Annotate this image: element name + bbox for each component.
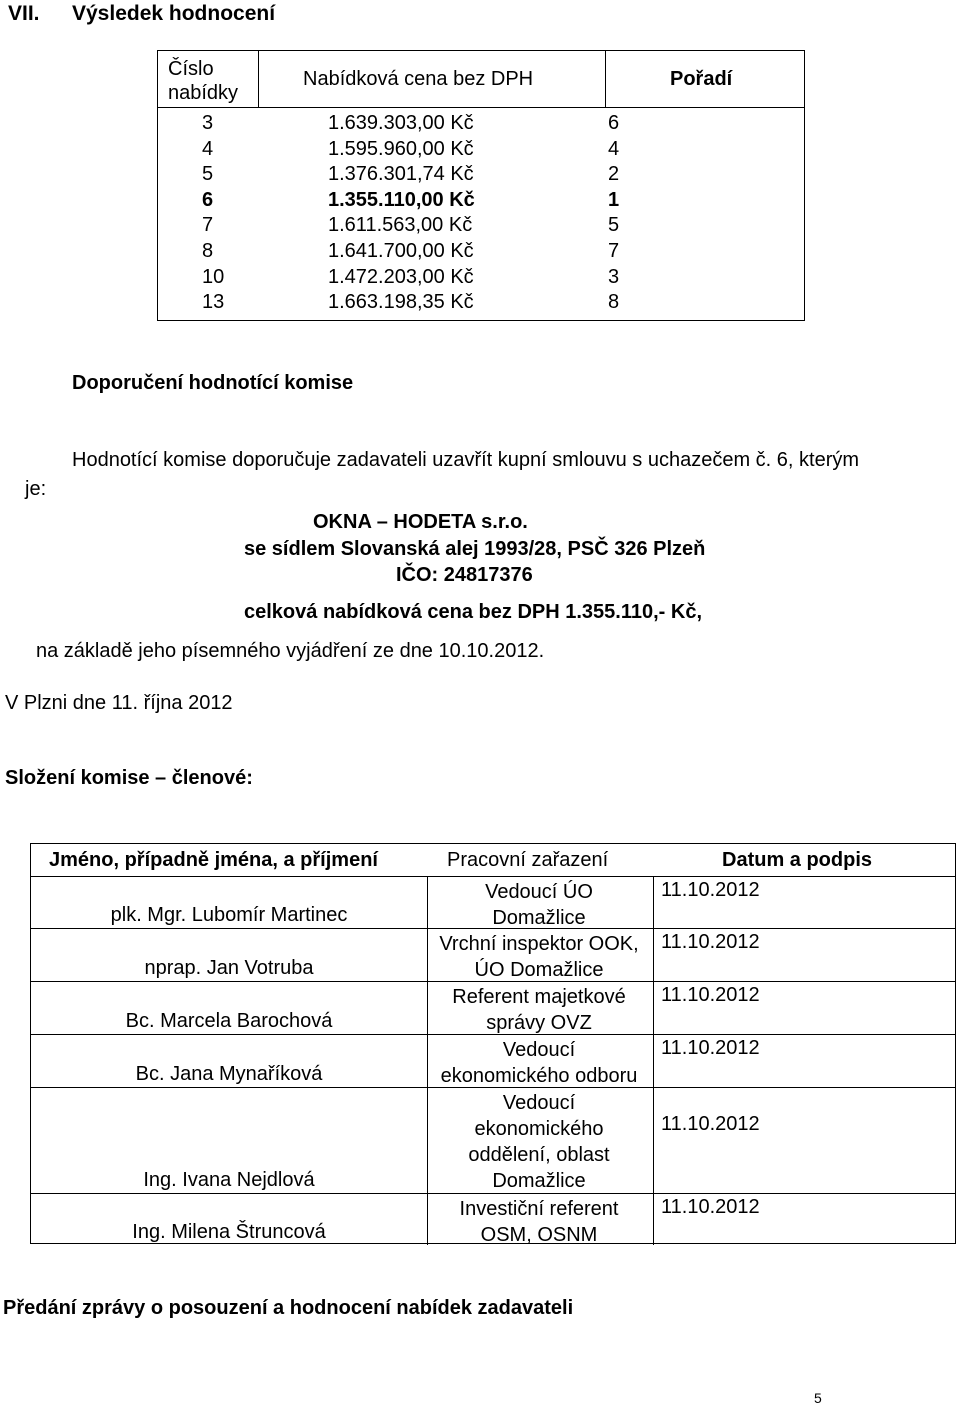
offer-rank: 4 <box>608 137 620 160</box>
offer-price: 1.639.303,00 Kč <box>328 112 474 134</box>
offer-number: 13 <box>202 291 225 314</box>
committee-member-row <box>31 981 955 1034</box>
results-row <box>158 188 804 214</box>
committee-header-date: Datum a podpis <box>722 849 873 871</box>
results-table-divider <box>258 51 259 107</box>
member-position-line: Domažlice <box>492 907 586 929</box>
member-position <box>427 931 651 983</box>
results-table <box>157 50 805 321</box>
offer-rank: 5 <box>608 214 620 237</box>
member-position-line: Vrchní inspektor OOK, <box>439 933 639 955</box>
member-sign-date: 11.10.2012 <box>661 1037 760 1059</box>
page-number: 5 <box>814 1390 822 1406</box>
member-sign-date: 11.10.2012 <box>661 984 760 1006</box>
results-row <box>158 213 804 239</box>
results-row <box>158 265 804 291</box>
results-header-number: Číslo nabídky <box>168 58 239 104</box>
offer-price: 1.663.198,35 Kč <box>328 291 474 314</box>
member-position-line: Investiční referent <box>459 1198 619 1220</box>
offer-number: 6 <box>202 188 214 211</box>
offer-rank: 3 <box>608 265 620 288</box>
offer-number: 10 <box>202 265 225 288</box>
company-ico: IČO: 24817376 <box>396 564 533 586</box>
member-position-line: ekonomického odboru <box>440 1065 638 1087</box>
member-position <box>427 1196 651 1248</box>
results-row <box>158 239 804 265</box>
member-name: Bc. Jana Mynaříková <box>135 1063 323 1085</box>
member-position-line: správy OVZ <box>486 1012 592 1034</box>
member-position-line: Domažlice <box>492 1170 586 1192</box>
committee-table <box>30 843 956 1244</box>
recommended-company: OKNA – HODETA s.r.o. <box>313 511 528 533</box>
offer-number: 4 <box>202 137 214 160</box>
committee-header-name: Jméno, případně jména, a příjmení <box>49 849 378 871</box>
offer-number: 7 <box>202 214 214 237</box>
recommendation-text: Hodnotící komise doporučuje zadavateli uzavřít kupní smlouvu s uchazečem č. 6, kterým <box>72 449 860 471</box>
results-rows <box>158 111 804 316</box>
committee-member-row <box>31 1193 955 1245</box>
results-header-rank: Pořadí <box>670 68 733 90</box>
member-name: Ing. Milena Štruncová <box>132 1221 326 1243</box>
offer-rank: 7 <box>608 239 620 262</box>
member-position-line: OSM, OSNM <box>480 1224 598 1246</box>
company-seat: se sídlem Slovanská alej 1993/28, PSČ 326 Plzeň <box>244 538 706 560</box>
recommendation-heading: Doporučení hodnotící komise <box>72 372 354 394</box>
handover-heading: Předání zprávy o posouzení a hodnocení nabídek zadavateli <box>3 1297 574 1319</box>
offer-price: 1.472.203,00 Kč <box>328 265 474 288</box>
offer-price: 1.376.301,74 Kč <box>328 163 474 186</box>
place-date: V Plzni dne 11. října 2012 <box>5 692 233 714</box>
committee-member-row <box>31 1034 955 1087</box>
member-position-line: oddělení, oblast <box>468 1144 610 1166</box>
member-position <box>427 879 651 931</box>
member-sign-date: 11.10.2012 <box>661 931 760 953</box>
results-table-header-divider <box>158 107 804 108</box>
section-number: VII. <box>8 2 40 25</box>
results-table-divider <box>605 51 606 107</box>
offer-rank: 1 <box>608 188 620 211</box>
member-name: nprap. Jan Votruba <box>144 957 314 979</box>
member-sign-date: 11.10.2012 <box>661 1196 760 1218</box>
results-row <box>158 290 804 316</box>
member-sign-date: 11.10.2012 <box>661 879 760 901</box>
member-position <box>427 984 651 1036</box>
offer-number: 5 <box>202 163 214 186</box>
results-header-price: Nabídková cena bez DPH <box>303 68 534 90</box>
member-name: Ing. Ivana Nejdlová <box>143 1169 315 1191</box>
member-name: plk. Mgr. Lubomír Martinec <box>110 904 348 926</box>
member-position <box>427 1090 651 1194</box>
committee-header-position: Pracovní zařazení <box>447 849 609 871</box>
committee-member-row <box>31 928 955 981</box>
offer-price: 1.355.110,00 Kč <box>328 188 475 211</box>
member-sign-date: 11.10.2012 <box>661 1113 760 1135</box>
results-row <box>158 111 804 137</box>
member-position-line: Vedoucí <box>502 1092 576 1114</box>
member-position-line: Referent majetkové <box>452 986 626 1008</box>
offer-number: 3 <box>202 112 214 134</box>
recommendation-text-continuation: je: <box>25 478 47 500</box>
offer-number: 8 <box>202 239 214 262</box>
committee-member-row <box>31 876 955 928</box>
results-row <box>158 137 804 163</box>
member-position-line: Vedoucí <box>502 1039 576 1061</box>
member-position-line: ekonomického <box>474 1118 604 1140</box>
recommendation-basis: na základě jeho písemného vyjádření ze dne 10.10.2012. <box>36 640 545 662</box>
offer-price: 1.595.960,00 Kč <box>328 137 474 160</box>
committee-member-row <box>31 1087 955 1193</box>
section-title: Výsledek hodnocení <box>72 2 276 25</box>
offer-price: 1.611.563,00 Kč <box>328 214 473 237</box>
committee-heading: Složení komise – členové: <box>5 767 253 789</box>
member-position-line: ÚO Domažlice <box>474 959 604 981</box>
offer-price: 1.641.700,00 Kč <box>328 239 474 262</box>
results-row <box>158 162 804 188</box>
member-name: Bc. Marcela Barochová <box>125 1010 333 1032</box>
total-offer-price: celková nabídková cena bez DPH 1.355.110,- Kč, <box>244 601 703 623</box>
member-position-line: Vedoucí ÚO <box>485 881 593 903</box>
offer-rank: 8 <box>608 291 620 314</box>
offer-rank: 6 <box>608 112 620 134</box>
member-position <box>427 1037 651 1089</box>
offer-rank: 2 <box>608 163 620 186</box>
